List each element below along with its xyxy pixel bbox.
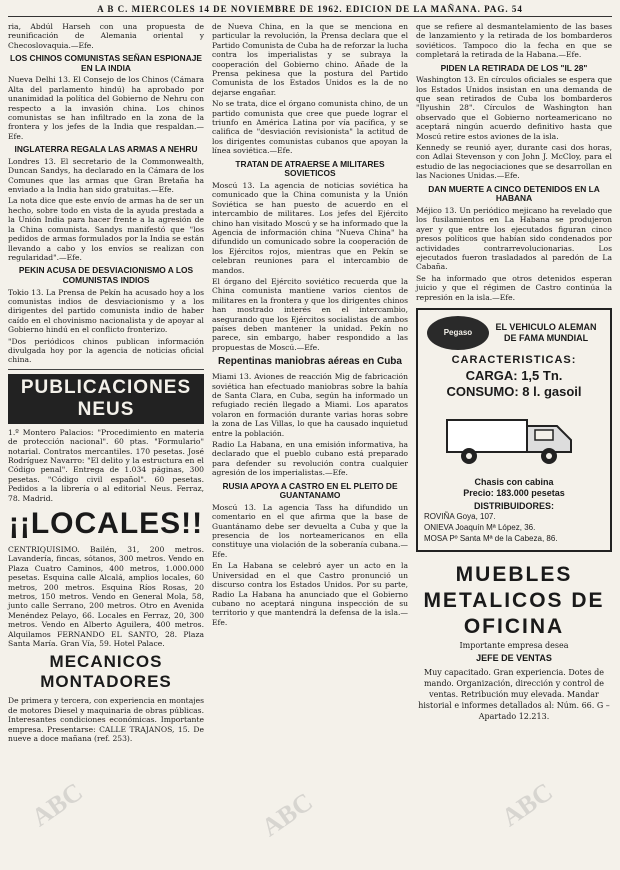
ad-carga: CARGA: 1,5 Tn. (465, 368, 563, 384)
ad-tagline: EL VEHICULO ALEMAN DE FAMA MUNDIAL (495, 321, 597, 343)
ad-consumo: CONSUMO: 8 l. gasoil (446, 384, 582, 400)
classified-text: CENTRIQUISIMO. Bailén, 31, 200 metros. Lavandería, fincas, sótanos, 300 metros. Vendo en Plaza Cuatro Caminos, 400 metros, 1.000.000 pesetas. Esquina calle Alcalá, amplios locales, 60 metros, 200 metros. Esquina Ríos Rosas, 20 metros, 150 metros. Vendo en General Mola, 58, junto calle Serrano, 200 metros. Otro en Avenida Menéndez Pelayo, 66. Locales en Ferraz, 20, 300 metros. Vendo en Alberto Aguilera, 400 metros. Alquilamos FERNANDO EL SANTO, 28. Plaza Santa María. Gran Vía, 59. Hotel Palace. (8, 545, 204, 649)
article-text: Radio La Habana, en una emisión informativa, ha declarado que el pueblo cubano está preparado para defender su revolución contra cualquier agresión de los imperialistas.—Efe. (212, 440, 408, 478)
headline: TRATAN DE ATRAERSE A MILITARES SOVIETICOS (235, 158, 385, 179)
article-text: que se refiere al desmantelamiento de las bases de lanzamiento y la retirada de los bombarderos soviéticos. Tampoco dio la fecha en que se completará la retirada de la Habana.—Efe. (416, 22, 612, 60)
page-header: A B C. MIERCOLES 14 DE NOVIEMBRE DE 1962. EDICION DE LA MAÑANA. PAG. 54 (8, 4, 612, 17)
headline: RUSIA APOYA A CASTRO EN EL PLEITO DE GUANTANAMO (222, 480, 398, 501)
article-text: No se trata, dice el órgano comunista chino, de un partido comunista que cree que puede lograr el triunfo en América Latina por vía pacífica, y se califica de "desviación revisionista" la actitud de los dirigentes comunistas cubanos que apoyan la línea soviética.—Efe. (212, 99, 408, 156)
distributor: ONIEVA Joaquín Mª López, 36. (424, 523, 536, 533)
headline: DAN MUERTE A CINCO DETENIDOS EN LA HABANA (428, 183, 600, 204)
article-text: "Dos periódicos chinos publican información divulgada hoy por la agencia de noticias oficial china. (8, 336, 204, 365)
article-text: La nota dice que este envío de armas ha de ser un hecho, sobre todo en vista de la ayuda prestada a la Unión India para hacer frente a la agresión de la China comunista. Sandys manifestó que "los pedidos de armas formulados por la India se están llevando a cabo y los envíos se realizan con regularidad".—Efe. (8, 196, 204, 262)
vehicle-advertisement (416, 308, 612, 552)
article-text: ria, Abdúl Harseh con una propuesta de reunificación de Alemania oriental y Checoslovaquia.—Efe. (8, 22, 204, 50)
muebles-banner: MUEBLES METALICOS DE OFICINA (423, 563, 605, 639)
article-text: Méjico 13. Un periódico mejicano ha revelado que los fusilamientos en La Habana se produjeron ayer y que entre los ejecutados figuran cinco presos políticos que habían sido condenados por actividades contrarrevolucionarias. Los ejecutados fueron trasladados al paredón de La Cabaña. (416, 205, 612, 272)
ad-features-title: CARACTERISTICAS: (451, 353, 577, 366)
ad-chasis: Chasis con cabina (474, 476, 554, 487)
classified-text: De primera y tercera, con experiencia en montajes de motores Diesel y maquinaria de obras públicas. Interesantes condiciones económicas. Importante empresa. Presentarse: CALLE TRAJANOS, 15. De nueve a doce mañana (ref. 253). (8, 696, 204, 744)
locales-banner: ¡¡LOCALES!! (8, 507, 204, 540)
article-text: Miami 13. Aviones de reacción Mig de fabricación soviética han efectuado maniobras sobre la bahía de Santa Clara, en Cuba, según ha informado un refugiado recién llegado a Miami. Los aparatos volaron en formación durante varias horas sobre la zona de Las Villas, lo que ha causado inquietud entre la población. (212, 372, 408, 438)
article-text: Moscú 13. La agencia Tass ha difundido un comentario en el que afirma que la base de Guantánamo debe ser devuelta a Cuba y que la presencia de los norteamericanos en ella constituye una violación de la soberanía cubana.—Efe. (212, 502, 408, 559)
headline-large: Repentinas maniobras aéreas en Cuba (218, 356, 402, 368)
mecanicos-banner: MECANICOS MONTADORES (40, 652, 172, 692)
column-2 (212, 22, 408, 629)
distributor: MOSA Pº Santa Mª de la Cabeza, 86. (424, 534, 558, 544)
headline: PEKIN ACUSA DE DESVIACIONISMO A LOS COMUNISTAS INDIOS (18, 265, 194, 285)
headline: PIDEN LA RETIRADA DE LOS "IL 28" (440, 62, 588, 73)
truck-illustration (439, 406, 589, 468)
headline: LOS CHINOS COMUNISTAS SEÑAN ESPIONAJE EN LA INDIA (9, 53, 203, 73)
article-text: Moscú 13. La agencia de noticias soviética ha comunicado que la China comunista y la Unión Soviética se han puesto de acuerdo en el intercambio de militares. Los jefes del Ejército chino han visitado Moscú y se ha informado que la Agencia de información china "Nueva China" ha difundido un comunicado sobre la cooperación de los Ejércitos rojos, mientras que en Pekín se celebran reuniones para el intercambio de mandos. (212, 180, 408, 275)
article-text: Londres 13. El secretario de la Commonwealth, Duncan Sandys, ha declarado en la Cámara de los Comunes que las armas que Gran Bretaña ha enviado a la India han sido gratuitas.—Efe. (8, 156, 204, 195)
article-text: Se ha informado que otros detenidos esperan juicio y que el régimen de Castro continúa la represión en la isla.—Efe. (416, 273, 612, 302)
muebles-text: Muy capacitado. Gran experiencia. Dotes de mando. Organización, dirección y control de ventas. Retribución muy elevada. Mandar historial e informes detallados al: Núm. 66. G – Apartado 12.213. (418, 667, 610, 721)
divider (8, 369, 204, 370)
article-text: Tokio 13. La Prensa de Pekín ha acusado hoy a los comunistas indios de desviacionismo y a los dirigentes del partido comunista indio de haber caído en el chovinismo nacionalista y de apoyar al Gobierno hindú en el conflicto fronterizo. (8, 287, 204, 335)
publicaciones-banner: PUBLICACIONES NEUS (8, 374, 204, 424)
distributor: ROVIÑA Goya, 107. (424, 512, 496, 522)
abc-watermark: ABC (496, 776, 558, 833)
classified-text: 1.º Montero Palacios: "Procedimiento en materia de protección nacional". 60 ptas. "Formulario" notarial. Contratos mercantiles. 170 pesetas. José Rodríguez Navarro: "El delito y la estructura en el Código penal". Entrega de 1.034 páginas, 300 pesetas. "Código civil español". 60 pesetas. Pedidos a la librería o al editorial Neus. Ferraz, 78. Madrid. (8, 427, 204, 503)
muebles-job: JEFE DE VENTAS (476, 653, 552, 664)
abc-watermark: ABC (26, 776, 88, 833)
ad-distributors-title: DISTRIBUIDORES: (473, 500, 554, 511)
article-text: de Nueva China, en la que se menciona en particular la revolución, la Prensa declara que el Partido Comunista de Cuba ha de reforzar la lucha contra los imperialistas y se subraya la cooperación del Gobierno chino. Añade de la Prensa pekinesa que la postura del Partido Comunista de los Estados Unidos es la de no dejarse engañar. (212, 22, 408, 97)
ad-price: Precio: 183.000 pesetas (463, 487, 565, 498)
brand-logo: Pegaso (427, 316, 489, 350)
column-3 (416, 22, 612, 724)
headline: INGLATERRA REGALA LAS ARMAS A NEHRU (14, 144, 198, 155)
abc-watermark: ABC (256, 786, 318, 843)
column-1 (8, 22, 204, 746)
article-text: Nueva Delhi 13. El Consejo de los Chinos (Cámara Alta del parlamento hindú) ha aprobado por unanimidad la política del Gobierno de Nehru con respecto a la invasión china. Los chinos comunistas se han infiltrado en la zona de la frontera y los jefes de la India que respaldan.—Efe. (8, 75, 204, 141)
muebles-subtitle: Importante empresa desea (459, 641, 569, 651)
article-text: Kennedy se reunió ayer, durante casi dos horas, con Adlai Stevenson y con John J. McCloy, para el estudio de las negociaciones que se desarrollan en las Naciones Unidas.—Efe. (416, 143, 612, 181)
article-text: El órgano del Ejército soviético recuerda que la China comunista mantiene varios cientos de militares en la frontera y que los dirigentes chinos han mostrado interés en el intercambio, asegurando que los Ejércitos socialistas de ambos países deben mantener la unidad. Pekín no parece, sin embargo, haber respondido a las propuestas de Moscú.—Efe. (212, 276, 408, 352)
article-text: En La Habana se celebró ayer un acto en la Universidad en el que Castro pronunció un discurso contra los Estados Unidos. Por su parte, Radio La Habana ha anunciado que el Gobierno cubano no aceptará ninguna inspección de su territorio y que mantendrá la defensa de la isla.—Efe. (212, 561, 408, 627)
article-text: Washington 13. En círculos oficiales se espera que los Estados Unidos insistan en una demanda de que sean retirados de Cuba los bombarderos "Ilyushin 28". Círculos de Washington han observado que el Gobierno norteamericano no aceptará ningún acuerdo definitivo hasta que Moscú retire estos aviones de la isla. (416, 75, 612, 141)
